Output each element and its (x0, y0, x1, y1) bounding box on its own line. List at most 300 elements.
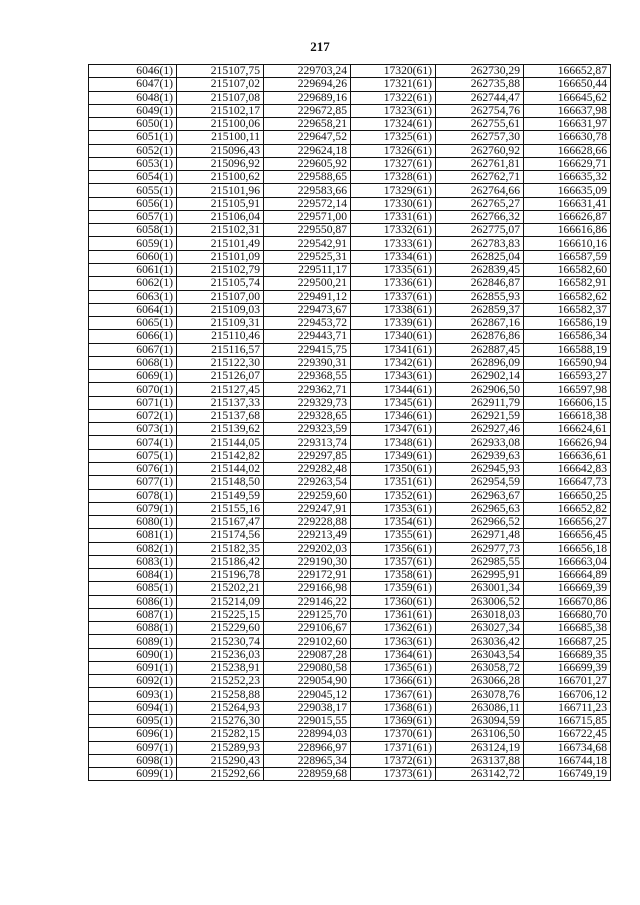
cell-x-right: 262783,83 (436, 237, 524, 250)
cell-point-id-left: 6098(1) (89, 754, 177, 767)
cell-point-id-left: 6069(1) (89, 370, 177, 383)
cell-x-left: 215282,15 (177, 728, 264, 741)
cell-x-left: 215167,47 (177, 516, 264, 529)
cell-x-left: 215229,60 (177, 622, 264, 635)
cell-point-id-left: 6046(1) (89, 65, 177, 78)
cell-y-right: 166706,12 (524, 688, 611, 701)
cell-point-id-right: 17350(61) (351, 462, 436, 475)
cell-point-id-right: 17341(61) (351, 343, 436, 356)
cell-x-right: 262754,76 (436, 104, 524, 117)
table-row (89, 277, 611, 290)
cell-y-left: 229689,16 (264, 91, 351, 104)
cell-y-left: 229672,85 (264, 104, 351, 117)
cell-x-left: 215202,21 (177, 582, 264, 595)
table-row (89, 476, 611, 489)
cell-point-id-right: 17353(61) (351, 502, 436, 515)
cell-point-id-left: 6079(1) (89, 502, 177, 515)
cell-y-right: 166749,19 (524, 768, 611, 781)
cell-x-right: 262966,52 (436, 516, 524, 529)
cell-y-left: 229172,91 (264, 569, 351, 582)
cell-point-id-right: 17357(61) (351, 555, 436, 568)
cell-x-right: 263086,11 (436, 701, 524, 714)
cell-point-id-left: 6051(1) (89, 131, 177, 144)
cell-x-left: 215102,79 (177, 263, 264, 276)
cell-y-right: 166670,86 (524, 595, 611, 608)
cell-x-right: 262761,81 (436, 157, 524, 170)
cell-x-right: 262765,27 (436, 197, 524, 210)
cell-x-right: 262977,73 (436, 542, 524, 555)
cell-point-id-left: 6094(1) (89, 701, 177, 714)
cell-x-right: 263006,52 (436, 595, 524, 608)
table-row (89, 303, 611, 316)
cell-x-left: 215289,93 (177, 741, 264, 754)
cell-x-right: 262775,07 (436, 224, 524, 237)
table-row (89, 502, 611, 515)
cell-y-right: 166734,68 (524, 741, 611, 754)
cell-y-left: 229213,49 (264, 529, 351, 542)
table-row (89, 184, 611, 197)
cell-x-left: 215122,30 (177, 356, 264, 369)
cell-x-left: 215148,50 (177, 476, 264, 489)
cell-y-right: 166590,94 (524, 356, 611, 369)
table-row (89, 250, 611, 263)
cell-point-id-left: 6055(1) (89, 184, 177, 197)
cell-point-id-right: 17369(61) (351, 715, 436, 728)
table-row (89, 356, 611, 369)
cell-x-right: 262906,50 (436, 383, 524, 396)
cell-x-left: 215230,74 (177, 635, 264, 648)
cell-point-id-right: 17366(61) (351, 675, 436, 688)
cell-x-left: 215292,66 (177, 768, 264, 781)
cell-y-right: 166616,86 (524, 224, 611, 237)
cell-point-id-left: 6080(1) (89, 516, 177, 529)
cell-x-left: 215139,62 (177, 423, 264, 436)
cell-point-id-right: 17335(61) (351, 263, 436, 276)
cell-point-id-left: 6065(1) (89, 317, 177, 330)
cell-x-left: 215101,09 (177, 250, 264, 263)
table-row (89, 237, 611, 250)
cell-point-id-left: 6058(1) (89, 224, 177, 237)
cell-y-right: 166647,73 (524, 476, 611, 489)
table-row (89, 370, 611, 383)
cell-y-left: 229658,21 (264, 118, 351, 131)
cell-point-id-right: 17339(61) (351, 317, 436, 330)
cell-y-left: 228959,68 (264, 768, 351, 781)
cell-x-left: 215100,06 (177, 118, 264, 131)
cell-point-id-right: 17326(61) (351, 144, 436, 157)
cell-x-left: 215096,43 (177, 144, 264, 157)
table-row (89, 635, 611, 648)
cell-y-right: 166635,09 (524, 184, 611, 197)
cell-y-right: 166636,61 (524, 449, 611, 462)
cell-x-right: 262985,55 (436, 555, 524, 568)
table-row (89, 754, 611, 767)
cell-x-left: 215196,78 (177, 569, 264, 582)
cell-point-id-right: 17343(61) (351, 370, 436, 383)
cell-x-left: 215106,04 (177, 210, 264, 223)
cell-point-id-left: 6073(1) (89, 423, 177, 436)
cell-point-id-right: 17349(61) (351, 449, 436, 462)
cell-point-id-left: 6082(1) (89, 542, 177, 555)
cell-x-left: 215105,74 (177, 277, 264, 290)
cell-point-id-right: 17368(61) (351, 701, 436, 714)
cell-point-id-left: 6054(1) (89, 171, 177, 184)
cell-y-left: 229247,91 (264, 502, 351, 515)
cell-x-left: 215137,68 (177, 409, 264, 422)
cell-x-right: 262995,91 (436, 569, 524, 582)
cell-y-left: 229259,60 (264, 489, 351, 502)
cell-point-id-left: 6064(1) (89, 303, 177, 316)
cell-x-right: 262954,59 (436, 476, 524, 489)
cell-y-left: 229054,90 (264, 675, 351, 688)
cell-x-right: 262766,32 (436, 210, 524, 223)
cell-point-id-left: 6093(1) (89, 688, 177, 701)
cell-point-id-left: 6059(1) (89, 237, 177, 250)
table-row (89, 396, 611, 409)
cell-y-right: 166689,35 (524, 648, 611, 661)
cell-point-id-right: 17354(61) (351, 516, 436, 529)
cell-y-left: 229542,91 (264, 237, 351, 250)
cell-y-right: 166669,39 (524, 582, 611, 595)
cell-point-id-left: 6072(1) (89, 409, 177, 422)
table-row (89, 701, 611, 714)
cell-point-id-right: 17328(61) (351, 171, 436, 184)
coordinates-table (88, 64, 611, 781)
table-row (89, 330, 611, 343)
cell-y-right: 166652,87 (524, 65, 611, 78)
cell-y-right: 166650,25 (524, 489, 611, 502)
cell-x-left: 215107,02 (177, 78, 264, 91)
table-row (89, 516, 611, 529)
cell-point-id-left: 6096(1) (89, 728, 177, 741)
cell-x-right: 263036,42 (436, 635, 524, 648)
cell-y-left: 229297,85 (264, 449, 351, 462)
cell-y-left: 228966,97 (264, 741, 351, 754)
cell-y-left: 229313,74 (264, 436, 351, 449)
cell-x-left: 215127,45 (177, 383, 264, 396)
cell-point-id-left: 6074(1) (89, 436, 177, 449)
cell-point-id-right: 17325(61) (351, 131, 436, 144)
cell-x-left: 215101,96 (177, 184, 264, 197)
cell-point-id-right: 17370(61) (351, 728, 436, 741)
cell-x-right: 262735,88 (436, 78, 524, 91)
cell-y-left: 229571,00 (264, 210, 351, 223)
cell-x-right: 262846,87 (436, 277, 524, 290)
cell-y-left: 229282,48 (264, 462, 351, 475)
cell-point-id-left: 6095(1) (89, 715, 177, 728)
cell-y-left: 229647,52 (264, 131, 351, 144)
coordinates-table-body (89, 65, 611, 781)
cell-point-id-right: 17345(61) (351, 396, 436, 409)
cell-point-id-left: 6087(1) (89, 608, 177, 621)
cell-y-right: 166628,66 (524, 144, 611, 157)
cell-y-left: 229038,17 (264, 701, 351, 714)
cell-point-id-right: 17361(61) (351, 608, 436, 621)
cell-y-right: 166699,39 (524, 661, 611, 674)
cell-y-left: 229166,98 (264, 582, 351, 595)
cell-y-right: 166722,45 (524, 728, 611, 741)
cell-x-left: 215100,62 (177, 171, 264, 184)
cell-x-left: 215142,82 (177, 449, 264, 462)
cell-x-left: 215225,15 (177, 608, 264, 621)
cell-y-left: 229572,14 (264, 197, 351, 210)
cell-point-id-right: 17372(61) (351, 754, 436, 767)
table-row (89, 290, 611, 303)
cell-x-left: 215109,03 (177, 303, 264, 316)
cell-point-id-left: 6053(1) (89, 157, 177, 170)
cell-x-right: 263001,34 (436, 582, 524, 595)
cell-point-id-right: 17331(61) (351, 210, 436, 223)
cell-point-id-left: 6047(1) (89, 78, 177, 91)
cell-y-right: 166606,15 (524, 396, 611, 409)
cell-point-id-left: 6060(1) (89, 250, 177, 263)
cell-point-id-right: 17344(61) (351, 383, 436, 396)
cell-point-id-right: 17337(61) (351, 290, 436, 303)
cell-x-right: 263058,72 (436, 661, 524, 674)
cell-x-right: 262927,46 (436, 423, 524, 436)
cell-point-id-left: 6052(1) (89, 144, 177, 157)
table-row (89, 263, 611, 276)
cell-point-id-right: 17358(61) (351, 569, 436, 582)
table-row (89, 144, 611, 157)
table-row (89, 131, 611, 144)
cell-point-id-right: 17322(61) (351, 91, 436, 104)
cell-x-left: 215182,35 (177, 542, 264, 555)
cell-x-left: 215252,23 (177, 675, 264, 688)
cell-y-right: 166626,87 (524, 210, 611, 223)
cell-point-id-left: 6066(1) (89, 330, 177, 343)
cell-point-id-left: 6071(1) (89, 396, 177, 409)
cell-x-right: 262902,14 (436, 370, 524, 383)
cell-x-right: 262939,63 (436, 449, 524, 462)
table-row (89, 728, 611, 741)
cell-y-right: 166635,32 (524, 171, 611, 184)
cell-x-left: 215290,43 (177, 754, 264, 767)
cell-x-right: 263124,19 (436, 741, 524, 754)
table-row (89, 423, 611, 436)
cell-x-left: 215238,91 (177, 661, 264, 674)
cell-x-right: 262911,79 (436, 396, 524, 409)
cell-y-right: 166618,38 (524, 409, 611, 422)
cell-x-left: 215258,88 (177, 688, 264, 701)
cell-x-right: 262965,63 (436, 502, 524, 515)
cell-x-left: 215236,03 (177, 648, 264, 661)
cell-y-right: 166645,62 (524, 91, 611, 104)
cell-y-right: 166597,98 (524, 383, 611, 396)
cell-y-left: 229106,67 (264, 622, 351, 635)
cell-y-left: 229228,88 (264, 516, 351, 529)
cell-point-id-right: 17336(61) (351, 277, 436, 290)
cell-x-right: 262762,71 (436, 171, 524, 184)
cell-x-right: 263018,03 (436, 608, 524, 621)
cell-y-left: 229525,31 (264, 250, 351, 263)
cell-y-right: 166642,83 (524, 462, 611, 475)
cell-x-left: 215137,33 (177, 396, 264, 409)
cell-y-left: 229500,21 (264, 277, 351, 290)
cell-y-right: 166656,27 (524, 516, 611, 529)
table-row (89, 489, 611, 502)
cell-point-id-left: 6076(1) (89, 462, 177, 475)
cell-y-right: 166593,27 (524, 370, 611, 383)
table-row (89, 449, 611, 462)
cell-y-right: 166624,61 (524, 423, 611, 436)
cell-y-left: 229087,28 (264, 648, 351, 661)
cell-point-id-left: 6063(1) (89, 290, 177, 303)
cell-point-id-left: 6089(1) (89, 635, 177, 648)
cell-y-right: 166610,16 (524, 237, 611, 250)
cell-x-left: 215264,93 (177, 701, 264, 714)
table-row (89, 65, 611, 78)
cell-x-right: 262764,66 (436, 184, 524, 197)
cell-x-right: 263142,72 (436, 768, 524, 781)
cell-y-right: 166630,78 (524, 131, 611, 144)
cell-y-left: 229443,71 (264, 330, 351, 343)
table-row (89, 529, 611, 542)
cell-point-id-right: 17338(61) (351, 303, 436, 316)
table-row (89, 622, 611, 635)
cell-point-id-right: 17340(61) (351, 330, 436, 343)
cell-x-right: 262760,92 (436, 144, 524, 157)
cell-point-id-right: 17329(61) (351, 184, 436, 197)
cell-y-right: 166715,85 (524, 715, 611, 728)
cell-y-right: 166631,41 (524, 197, 611, 210)
cell-y-left: 229703,24 (264, 65, 351, 78)
cell-y-right: 166629,71 (524, 157, 611, 170)
cell-y-left: 228965,34 (264, 754, 351, 767)
cell-y-right: 166587,59 (524, 250, 611, 263)
table-row (89, 595, 611, 608)
cell-y-left: 229511,17 (264, 263, 351, 276)
table-row (89, 715, 611, 728)
cell-y-left: 229583,66 (264, 184, 351, 197)
cell-point-id-left: 6068(1) (89, 356, 177, 369)
cell-point-id-left: 6088(1) (89, 622, 177, 635)
cell-point-id-left: 6062(1) (89, 277, 177, 290)
cell-point-id-right: 17362(61) (351, 622, 436, 635)
cell-x-left: 215174,56 (177, 529, 264, 542)
cell-y-left: 229328,65 (264, 409, 351, 422)
cell-point-id-right: 17348(61) (351, 436, 436, 449)
cell-point-id-left: 6086(1) (89, 595, 177, 608)
cell-y-left: 229263,54 (264, 476, 351, 489)
cell-x-right: 263106,50 (436, 728, 524, 741)
cell-y-left: 229588,65 (264, 171, 351, 184)
cell-y-right: 166626,94 (524, 436, 611, 449)
cell-x-right: 262896,09 (436, 356, 524, 369)
cell-y-left: 229202,03 (264, 542, 351, 555)
page-number: 217 (310, 39, 330, 54)
cell-y-right: 166663,04 (524, 555, 611, 568)
cell-y-right: 166637,98 (524, 104, 611, 117)
cell-y-left: 229368,55 (264, 370, 351, 383)
cell-x-right: 262730,29 (436, 65, 524, 78)
table-row (89, 648, 611, 661)
cell-x-right: 263137,88 (436, 754, 524, 767)
cell-x-left: 215107,00 (177, 290, 264, 303)
cell-y-right: 166582,37 (524, 303, 611, 316)
cell-y-right: 166656,45 (524, 529, 611, 542)
cell-point-id-right: 17334(61) (351, 250, 436, 263)
cell-x-left: 215110,46 (177, 330, 264, 343)
cell-y-left: 229045,12 (264, 688, 351, 701)
cell-x-left: 215144,05 (177, 436, 264, 449)
cell-point-id-right: 17363(61) (351, 635, 436, 648)
cell-x-left: 215107,08 (177, 91, 264, 104)
cell-y-right: 166656,18 (524, 542, 611, 555)
cell-x-right: 262945,93 (436, 462, 524, 475)
cell-point-id-right: 17323(61) (351, 104, 436, 117)
table-row (89, 675, 611, 688)
cell-x-left: 215276,30 (177, 715, 264, 728)
table-row (89, 343, 611, 356)
cell-x-left: 215105,91 (177, 197, 264, 210)
cell-x-right: 262876,86 (436, 330, 524, 343)
cell-x-right: 262744,47 (436, 91, 524, 104)
cell-x-right: 262933,08 (436, 436, 524, 449)
table-row (89, 661, 611, 674)
cell-point-id-left: 6067(1) (89, 343, 177, 356)
cell-point-id-left: 6078(1) (89, 489, 177, 502)
table-row (89, 582, 611, 595)
cell-point-id-left: 6070(1) (89, 383, 177, 396)
table-row (89, 78, 611, 91)
cell-point-id-left: 6061(1) (89, 263, 177, 276)
cell-y-left: 229329,73 (264, 396, 351, 409)
cell-x-right: 263027,34 (436, 622, 524, 635)
cell-x-left: 215155,16 (177, 502, 264, 515)
cell-x-left: 215214,09 (177, 595, 264, 608)
cell-y-left: 229415,75 (264, 343, 351, 356)
cell-point-id-right: 17333(61) (351, 237, 436, 250)
cell-x-left: 215107,75 (177, 65, 264, 78)
table-row (89, 224, 611, 237)
cell-y-right: 166588,19 (524, 343, 611, 356)
table-row (89, 436, 611, 449)
cell-point-id-left: 6084(1) (89, 569, 177, 582)
cell-y-right: 166582,91 (524, 277, 611, 290)
cell-y-right: 166711,23 (524, 701, 611, 714)
cell-point-id-left: 6097(1) (89, 741, 177, 754)
cell-y-left: 229080,58 (264, 661, 351, 674)
cell-point-id-left: 6090(1) (89, 648, 177, 661)
table-row (89, 569, 611, 582)
cell-point-id-right: 17324(61) (351, 118, 436, 131)
cell-y-left: 229473,67 (264, 303, 351, 316)
cell-y-left: 229362,71 (264, 383, 351, 396)
cell-x-right: 262971,48 (436, 529, 524, 542)
cell-y-left: 229190,30 (264, 555, 351, 568)
cell-point-id-right: 17327(61) (351, 157, 436, 170)
table-row (89, 317, 611, 330)
table-row (89, 768, 611, 781)
cell-x-right: 262755,61 (436, 118, 524, 131)
cell-point-id-right: 17371(61) (351, 741, 436, 754)
cell-x-left: 215102,17 (177, 104, 264, 117)
cell-x-right: 262839,45 (436, 263, 524, 276)
cell-point-id-right: 17367(61) (351, 688, 436, 701)
cell-point-id-right: 17373(61) (351, 768, 436, 781)
cell-point-id-left: 6057(1) (89, 210, 177, 223)
cell-x-left: 215096,92 (177, 157, 264, 170)
cell-y-right: 166701,27 (524, 675, 611, 688)
cell-point-id-left: 6085(1) (89, 582, 177, 595)
table-row (89, 118, 611, 131)
cell-point-id-left: 6049(1) (89, 104, 177, 117)
cell-y-right: 166586,34 (524, 330, 611, 343)
cell-point-id-left: 6048(1) (89, 91, 177, 104)
cell-x-right: 262867,16 (436, 317, 524, 330)
cell-x-left: 215126,07 (177, 370, 264, 383)
